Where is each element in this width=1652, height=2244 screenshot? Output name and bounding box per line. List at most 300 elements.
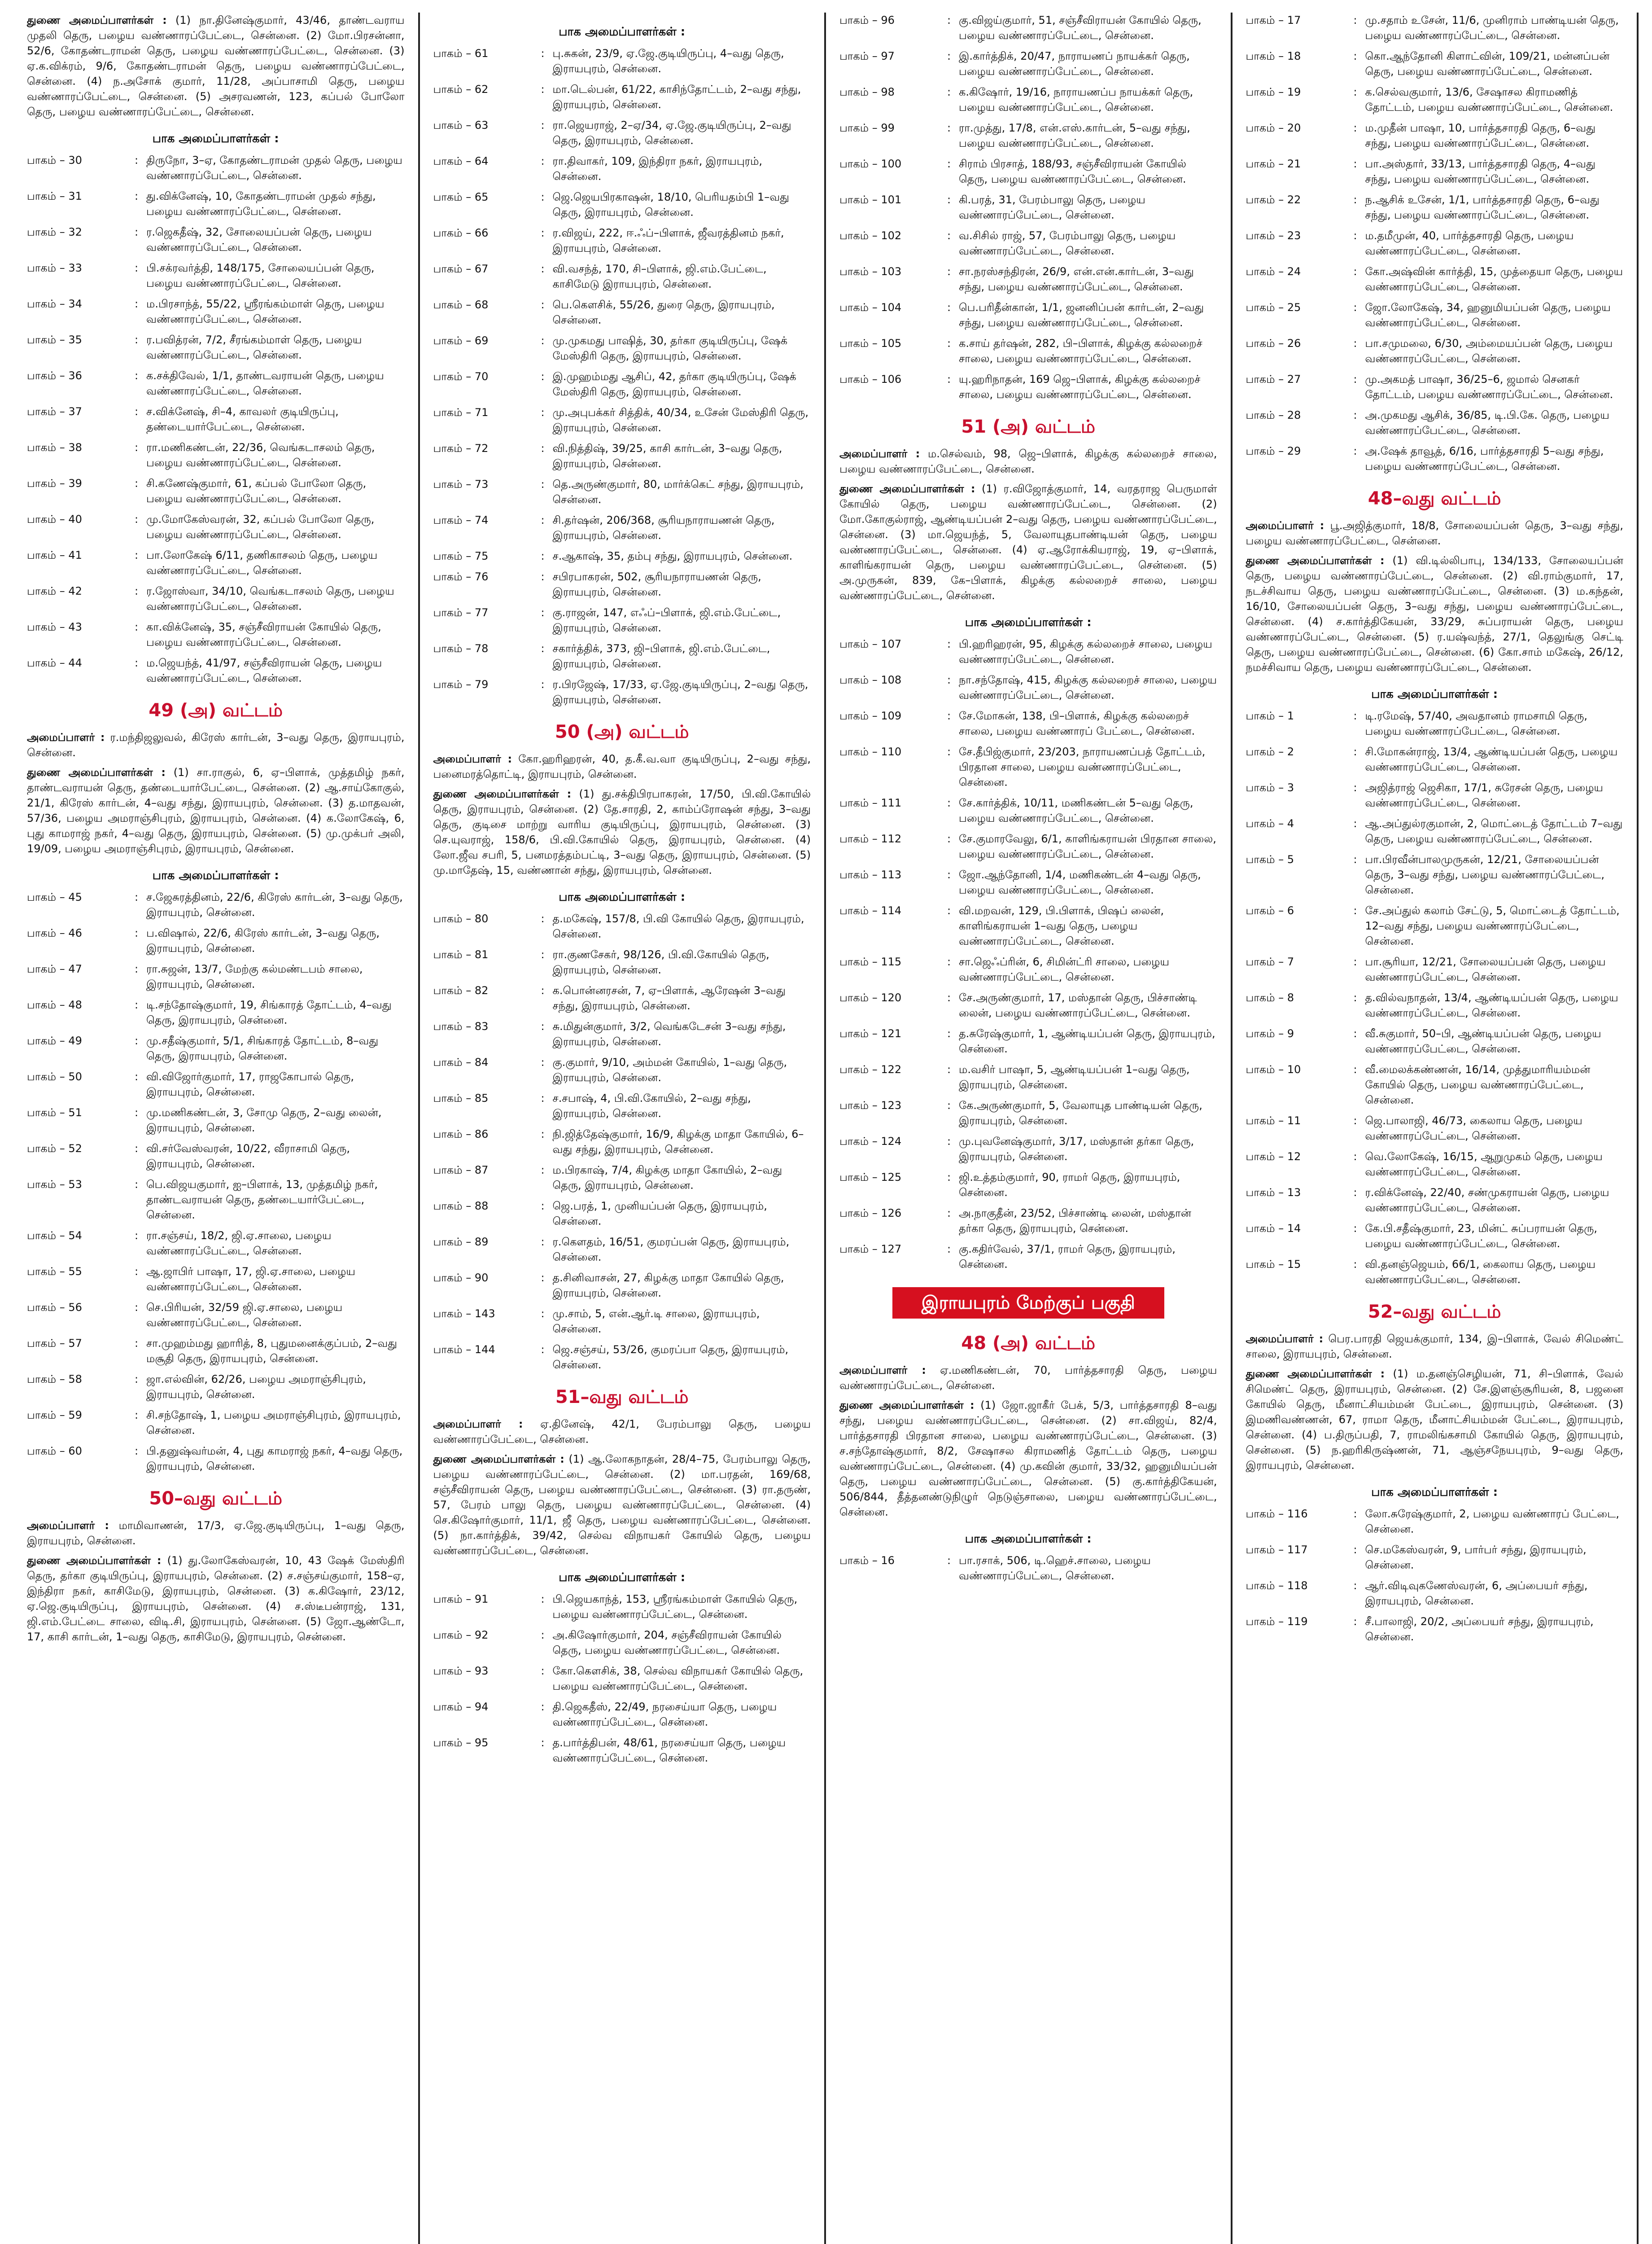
booth-entry [27,224,405,255]
booth-number: பாகம் – 36 [27,369,82,382]
organizer-details: (1) ர.விஜோத்குமார், 14, வரதராஜ பெருமாள் கோயில் தெரு, பழைய வண்ணாரப்பேட்டை, சென்னை. (2) மோ.கோகுல்ராஜ், ஆண்டியப்பன் 2–வது தெரு, பழைய வண்ணாரப்பேட்டை, சென்னை. (3) மா.ஜெயந்த், 5, வேலாயுதபாண்டியன் தெரு, பழைய வண்ணாரப்பேட்டை, சென்னை. (4) ஏ.ஆரோக்கியராஜ், 19, ஏ–பிளாக், காளிங்கராயன் தெரு, பழைய வண்ணாரப்பேட்டை, சென்னை. (5) அ.முருகன், 839, கே–பிளாக், கிழக்கு கல்லறைச் சாலை, பழைய வண்ணாரப்பேட்டை, சென்னை. [839,482,1217,602]
booth-person-address: தெ.அருண்குமார், 80, மார்க்கெட் சந்து, இராயபுரம், சென்னை. [552,478,804,506]
separator-colon: : [135,1178,139,1191]
booth-person-address: மா.டெல்பன், 61/22, காசிந்தோட்டம், 2–வது சந்து, இராயபுரம், சென்னை. [552,83,801,111]
booth-person-address: சி.சந்தோஷ், 1, பழைய அமராஞ்சிபுரம், இராயபுரம், சென்னை. [146,1409,401,1437]
booth-entry [1246,300,1624,330]
booth-number: பாகம் – 32 [27,226,82,238]
booth-number: பாகம் – 75 [433,550,489,562]
booth-number: பாகம் – 48 [27,999,82,1011]
booth-number: பாகம் – 29 [1246,445,1301,457]
booth-entry [1246,1026,1624,1056]
booth-entry [1246,954,1624,985]
booth-number: பாகம் – 51 [27,1106,82,1119]
booth-entry [1246,228,1624,259]
separator-colon: : [135,513,139,526]
booth-entry [839,13,1217,43]
booth-person-address: அ.நாகுதீன், 23/52, பிச்சாண்டி லைன், மஸ்தான் தர்கா தெரு, இராயபுரம், சென்னை. [959,1207,1191,1235]
separator-colon: : [947,265,951,278]
booth-person-address: தி.ஜெகதீஸ், 22/49, நரசைய்யா தெரு, பழைய வண்ணாரப்பேட்டை, சென்னை. [552,1701,777,1728]
separator-colon: : [541,984,545,997]
booth-number: பாகம் – 57 [27,1337,82,1350]
booth-number: பாகம் – 105 [839,337,902,350]
booth-person-address: ப.விஷால், 22/6, கிரேஸ் கார்டன், 3–வது தெரு, இராயபுரம், சென்னை. [146,927,380,955]
booth-person-address: சா.முஹம்மது ஹாரித், 8, புதுமனைக்குப்பம், 2–வது மசூதி தெரு, இராயபுரம், சென்னை. [146,1337,398,1365]
booth-number: பாகம் – 108 [839,674,902,686]
separator-colon: : [947,638,951,650]
booth-entry [27,1336,405,1366]
booth-person-address: ந.ஆசிக் உசேன், 1/1, பார்த்தசாரதி தெரு, 6–வது சந்து, பழைய வண்ணாரப்பேட்டை, சென்னை. [1365,193,1600,221]
booth-person-address: பெ.பரிதீன்கான், 1/1, ஜனனிப்பன் கார்டன், 2–வது சந்து, பழைய வண்ணாரப்பேட்டை, சென்னை. [959,301,1204,329]
booth-number: பாகம் – 44 [27,657,82,669]
booth-number: பாகம் – 102 [839,229,902,242]
booth-entry [1246,1185,1624,1215]
booth-entry [433,1306,811,1337]
booth-person-address: அ.ஷேக் தாவூத், 6/16, பார்த்தசாரதி 5–வது சந்து, பழைய வண்ணாரப்பேட்டை, சென்னை. [1365,445,1604,473]
booth-entry [839,1134,1217,1164]
booth-person-address: து.விக்னேஷ், 10, கோதண்டராமன் முதல் சந்து, பழைய வண்ணாரப்பேட்டை, சென்னை. [146,190,376,218]
section-subheading: பாக அமைப்பாளர்கள் : [559,25,686,39]
booth-number: பாகம் – 125 [839,1171,902,1183]
booth-person-address: ம.தமீமுன், 40, பார்த்தசாரதி தெரு, பழைய வண்ணாரப்பேட்டை, சென்னை. [1365,229,1574,257]
separator-colon: : [1353,14,1357,26]
booth-person-address: கு.விஜய்குமார், 51, சஞ்சீவிராயன் கோயில் தெரு, பழைய வண்ணாரப்பேட்டை, சென்னை. [959,14,1202,42]
booth-entry [433,569,811,600]
separator-colon: : [1353,817,1357,830]
separator-colon: : [541,1593,545,1605]
separator-colon: : [135,262,139,274]
booth-person-address: மு.மணிகண்டன், 3, சோமு தெரு, 2–வது லைன், இராயபுரம், சென்னை. [146,1106,382,1134]
booth-entry [433,641,811,671]
booth-entry [27,1372,405,1402]
separator-colon: : [541,263,545,275]
booth-number: பாகம் – 122 [839,1063,902,1076]
role-label: அமைப்பாளர் : [433,753,512,765]
booth-entry [839,228,1217,259]
section-subheading: பாக அமைப்பாளர்கள் : [559,1571,686,1584]
booth-person-address: ஜெ.பரத், 1, முனியப்பன் தெரு, இராயபுரம், சென்னை. [552,1200,767,1227]
booth-entry [1246,903,1624,949]
booth-person-address: ரா.திவாகர், 109, இந்திரா நகர், இராயபுரம், சென்னை. [552,155,763,183]
role-label: துணை அமைப்பாளர்கள் : [433,788,572,800]
booth-entry [27,619,405,650]
role-label: துணை அமைப்பாளர்கள் : [1246,1367,1385,1380]
role-label: துணை அமைப்பாளர்கள் : [433,1453,564,1465]
booth-number: பாகம் – 3 [1246,781,1294,794]
booth-person-address: டி.ரமேஷ், 57/40, அவதானம் ராமசாமி தெரு, பழைய வண்ணாரப்பேட்டை, சென்னை. [1365,710,1588,737]
booth-number: பாகம் – 28 [1246,409,1301,421]
booth-entry [433,983,811,1013]
separator-colon: : [947,904,951,917]
booth-entry [27,1141,405,1171]
organizer-details: (1) ஆ.லோகநாதன், 28/4–75, பேரம்பாலு தெரு, பழைய வண்ணாரப்பேட்டை, சென்னை. (2) மா.பரதன், 169/68, சஞ்சீவிராயன் தெரு, பழைய வண்ணாரப்பேட்டை, சென்னை. (3) ரா.தருண், 57, பேரம் பாலு தெரு, பழைய வண்ணாரப்பேட்டை, சென்னை. (4) செ.கிஷோர்குமார், 11/1, ஜீ தெரு, பழைய வண்ணாரப்பேட்டை, சென்னை. (5) நா.கார்த்திக், 39/42, செல்வ விநாயகர் கோயில் தெரு, பழைய வண்ணாரப்பேட்டை, சென்னை. [433,1453,811,1557]
organizer-details: (1) வி.டில்லிபாபு, 134/133, சோலையப்பன் தெரு, பழைய வண்ணாரப்பேட்டை, சென்னை. (2) வி.ராம்குமார், 17, நடச்சிவாய தெரு, பழைய வண்ணாரப்பேட்டை, சென்னை. (3) ம.கந்தன், 16/10, சோலையப்பன் தெரு, 3–வது சந்து, பழைய வண்ணாரப்பேட்டை, சென்னை. (4) ச.கார்த்திகேயன், 33/29, சுப்பராயன் தெரு, பழைய வண்ணாரப்பேட்டை, சென்னை. (5) ர.யஷ்வந்த், 27/1, தெலுங்கு செட்டி தெரு, பழைய வண்ணாரப்பேட்டை, சென்னை. (6) கோ.சாம் மகேஷ், 26/12, நமச்சிவாய தெரு, பழைய வண்ணாரப்பேட்டை, சென்னை. [1246,554,1624,674]
booth-person-address: வி.விஜோர்குமார், 17, ராஜகோபால் தெரு, இராயபுரம், சென்னை. [146,1070,354,1098]
booth-person-address: ஜா.எல்வின், 62/26, பழைய அமராஞ்சிபுரம், இராயபுரம், சென்னை. [146,1373,366,1401]
booth-number: பாகம் – 39 [27,477,82,490]
booth-person-address: கி.பரத், 31, பேரம்பாலு தெரு, பழைய வண்ணாரப்பேட்டை, சென்னை. [959,193,1145,221]
section-subheading: பாக அமைப்பாளர்கள் : [965,1532,1092,1546]
booth-entry [839,954,1217,985]
booth-entry [1246,1542,1624,1573]
section-subheading: பாக அமைப்பாளர்கள் : [152,869,279,882]
booth-entry [433,441,811,471]
booth-person-address: பி.ஹரிஹரன், 95, கிழக்கு கல்லறைச் சாலை, பழைய வண்ணாரப்பேட்டை, சென்னை. [959,638,1212,666]
booth-number: பாகம் – 56 [27,1301,82,1314]
booth-entry [433,1091,811,1121]
organizer-paragraph [839,481,1217,603]
booth-person-address: மு.சதாம் உசேன், 11/6, முனிராம் பாண்டியன் தெரு, பழைய வண்ணாரப்பேட்டை, சென்னை. [1365,14,1619,42]
booth-entry [1246,816,1624,846]
booth-number: பாகம் – 54 [27,1229,82,1242]
column-3 [826,13,1232,2244]
separator-colon: : [135,891,139,903]
booth-number: பாகம் – 17 [1246,14,1301,26]
booth-person-address: பு.சுகன், 23/9, ஏ.ஜே.குடியிருப்பு, 4–வது தெரு, இராயபுரம், சென்னை. [552,47,784,75]
separator-colon: : [541,678,545,691]
separator-colon: : [541,47,545,60]
separator-colon: : [541,1629,545,1641]
booth-person-address: ரா.மணிகண்டன், 22/36, வெங்கடாசலம் தெரு, பழைய வண்ணாரப்பேட்டை, சென்னை. [146,441,375,469]
booth-person-address: த.மகேஷ், 157/8, பி.வி கோயில் தெரு, இராயபுரம், சென்னை. [552,912,804,940]
booth-entry [433,369,811,399]
role-label: துணை அமைப்பாளர்கள் : [27,766,166,779]
booth-number: பாகம் – 82 [433,984,489,997]
separator-colon: : [1353,86,1357,98]
booth-number: பாகம் – 1 [1246,710,1294,722]
booth-person-address: ச.சபாஷ், 4, பி.வி.கோயில், 2–வது சந்து, இராயபுரம், சென்னை. [552,1092,751,1120]
booth-person-address: ஜி.உத்தம்குமார், 90, ராமர் தெரு, இராயபுரம், சென்னை. [959,1171,1180,1199]
role-label: துணை அமைப்பாளர்கள் : [27,14,167,26]
separator-colon: : [135,226,139,238]
booth-entry [433,605,811,636]
organizer-paragraph [839,1363,1217,1393]
booth-number: பாகம் – 67 [433,263,489,275]
booth-entry [1246,1221,1624,1251]
ward-heading: 48 (அ) வட்டம் [961,1333,1096,1354]
booth-person-address: பா.சமுமலை, 6/30, அம்மையப்பன் தெரு, பழைய வண்ணாரப்பேட்டை, சென்னை. [1365,337,1613,365]
booth-entry [433,548,811,564]
separator-colon: : [1353,445,1357,457]
booth-number: பாகம் – 83 [433,1020,489,1033]
booth-number: பாகம் – 8 [1246,991,1294,1004]
booth-entry [27,1033,405,1064]
booth-person-address: கா.விக்னேஷ், 35, சஞ்சீவிராயன் கோயில் தெரு, பழைய வண்ணாரப்பேட்டை, சென்னை. [146,621,381,649]
booth-entry [1246,1506,1624,1537]
region-banner: இராயபுரம் மேற்குப் பகுதி [892,1287,1164,1319]
booth-entry [27,1177,405,1223]
booth-number: பாகம் – 45 [27,891,82,903]
separator-colon: : [541,478,545,491]
booth-person-address: கு.ராஜன், 147, எஃப்–பிளாக், ஜி.எம்.பேட்டை, இராயபுரம், சென்னை. [552,606,781,634]
booth-entry [433,477,811,507]
booth-entry [433,1663,811,1694]
booth-entry [433,189,811,220]
separator-colon: : [135,1142,139,1155]
booth-number: பாகம் – 42 [27,585,82,597]
booth-number: பாகம் – 5 [1246,853,1294,866]
booth-entry [27,1443,405,1474]
role-label: துணை அமைப்பாளர்கள் : [839,1399,975,1411]
booth-entry [839,48,1217,79]
separator-colon: : [947,1063,951,1076]
organizer-details: கோ.ஹரிஹரன், 40, த.கீ.வ.வா குடியிருப்பு, 2–வது சந்து, பனைமரத்தொட்டி, இராயபுரம், சென்னை. [433,753,811,780]
separator-colon: : [1353,1543,1357,1556]
booth-number: பாகம் – 37 [27,405,82,418]
booth-entry [433,947,811,977]
separator-colon: : [541,227,545,239]
booth-entry [839,1241,1217,1272]
booth-number: பாகம் – 103 [839,265,902,278]
booth-person-address: வி.சர்வேஸ்வரன், 10/22, வீராசாமி தெரு, இராயபுரம், சென்னை. [146,1142,350,1170]
booth-person-address: ரா.சஞ்சய், 18/2, ஜி.ஏ.சாலை, பழைய வண்ணாரப்பேட்டை, சென்னை. [146,1229,332,1257]
booth-number: பாகம் – 49 [27,1034,82,1047]
booth-person-address: சி.கணேஷ்குமார், 61, கப்பல் போலோ தெரு, பழைய வண்ணாரப்பேட்டை, சென்னை. [146,477,367,505]
separator-colon: : [541,606,545,619]
booth-person-address: ஜோ.ஆந்தோனி, 1/4, மணிகண்டன் 4–வது தெரு, பழைய வண்ணாரப்பேட்டை, சென்னை. [959,868,1201,896]
organizer-paragraph [27,765,405,856]
organizer-paragraph [433,1451,811,1558]
column-1 [13,13,420,2244]
booth-entry [839,903,1217,949]
booth-entry [1246,990,1624,1021]
booth-entry [1246,744,1624,775]
separator-colon: : [947,797,951,809]
separator-colon: : [135,1265,139,1278]
section-subheading: பாக அமைப்பாளர்கள் : [965,616,1092,629]
role-label: அமைப்பாளர் : [839,447,920,460]
separator-colon: : [135,1445,139,1457]
booth-entry [433,1162,811,1193]
separator-colon: : [541,1343,545,1356]
booth-entry [839,744,1217,790]
booth-person-address: இ.கார்த்திக், 20/47, நாராயணப் நாயக்கர் தெரு, பழைய வண்ணாரப்பேட்டை, சென்னை. [959,50,1190,78]
booth-person-address: மு.அகமத் பாஷா, 36/25–6, ஜமால் செனகர் தோட்டம், பழைய வண்ணாரப்பேட்டை, சென்னை. [1365,373,1613,401]
booth-person-address: திருநோ, 3–ஏ, கோதண்டராமன் முதல் தெரு, பழைய வண்ணாரப்பேட்டை, சென்னை. [146,154,402,182]
booth-entry [27,440,405,470]
ward-heading: 52–வது வட்டம் [1368,1302,1501,1322]
booth-person-address: சே.குமாரவேலு, 6/1, காளிங்கராயன் பிரதான சாலை, பழைய வண்ணாரப்பேட்டை, சென்னை. [959,833,1216,860]
separator-colon: : [135,298,139,310]
booth-number: பாகம் – 97 [839,50,895,62]
booth-person-address: ரா.ஜெயராஜ், 2–ஏ/34, ஏ.ஜே.குடியிருப்பு, 2–வது தெரு, இராயபுரம், சென்னை. [552,119,791,147]
booth-person-address: ர.பிரஜேஷ், 17/33, ஏ.ஜே.குடியிருப்பு, 2–வது தெரு, இராயபுரம், சென்னை. [552,678,809,706]
separator-colon: : [1353,50,1357,62]
booth-person-address: பி.தனுஷ்வர்மன், 4, புது காமராஜ் நகர், 4–வது தெரு, இராயபுரம், சென்னை. [146,1445,403,1473]
booth-person-address: ஜோ.லோகேஷ், 34, ஹனுமியப்பன் தெரு, பழைய வண்ணாரப்பேட்டை, சென்னை. [1365,301,1611,329]
separator-colon: : [1353,781,1357,794]
booth-number: பாகம் – 77 [433,606,489,619]
booth-person-address: ரா.முத்து, 17/8, என்.எஸ்.கார்டன், 5–வது சந்து, பழைய வண்ணாரப்பேட்டை, சென்னை. [959,122,1190,149]
booth-entry [1246,264,1624,294]
separator-colon: : [1353,337,1357,350]
booth-number: பாகம் – 116 [1246,1508,1308,1520]
booth-entry [839,264,1217,294]
booth-number: பாகம் – 113 [839,868,902,881]
separator-colon: : [947,14,951,26]
separator-colon: : [947,1099,951,1112]
booth-number: பாகம் – 31 [27,190,82,202]
booth-person-address: லோ.சுரேஷ்குமார், 2, பழைய வண்ணாரப் பேட்டை, சென்னை. [1365,1508,1619,1535]
organizer-details: (1) து.சக்திபிரபாகரன், 17/50, பி.வி.கோயில் தெரு, இராயபுரம், சென்னை. (2) தே.சாரதி, 2, காம்ப்ரோஷன் சந்து, 3–வது தெரு, குடிசை மாற்று வாரிய குடியிருப்பு, இராயபுரம், சென்னை. (3) செ.யுவராஜ், 158/6, பி.வி.கோயில் தெரு, இராயபுரம், சென்னை. (4) லோ.ஜீவ சபரி, 5, பனமரத்தம்பட்டி, 3–வது தெரு, இராயபுரம், சென்னை. (5) மு.மாதேஷ், 15, வண்ணான் சந்து, இராயபுரம், சென்னை. [433,788,811,877]
booth-entry [433,1735,811,1766]
booth-entry [839,336,1217,366]
separator-colon: : [947,710,951,722]
booth-entry [839,1205,1217,1236]
separator-colon: : [1353,1063,1357,1076]
booth-entry [27,548,405,578]
organizer-paragraph [433,751,811,782]
organizer-paragraph [839,1398,1217,1520]
booth-number: பாகம் – 38 [27,441,82,454]
booth-entry [1246,443,1624,474]
booth-entry [1246,1257,1624,1287]
booth-number: பாகம் – 127 [839,1243,902,1255]
booth-number: பாகம் – 13 [1246,1186,1301,1199]
booth-entry [27,404,405,434]
booth-entry [839,372,1217,402]
separator-colon: : [947,1027,951,1040]
booth-person-address: வி.தனஞ்ஜெயம், 66/1, கைலாய தெரு, பழைய வண்ணாரப்பேட்டை, சென்னை. [1365,1258,1596,1286]
booth-person-address: கொ.ஆந்தோனி கிளாட்வின், 109/21, மன்னப்பன் தெரு, பழைய வண்ணாரப்பேட்டை, சென்னை. [1365,50,1610,78]
separator-colon: : [135,190,139,202]
separator-colon: : [1353,1114,1357,1127]
separator-colon: : [1353,265,1357,278]
section-subheading: பாக அமைப்பாளர்கள் : [152,132,279,145]
ward-heading: 50 (அ) வட்டம் [555,722,689,742]
booth-entry [433,333,811,364]
separator-colon: : [135,154,139,167]
booth-person-address: ஆர்.விடிவுகணேஸ்வரன், 6, அப்பையர் சந்து, இராயபுரம், சென்னை. [1365,1579,1588,1607]
separator-colon: : [135,1337,139,1350]
booth-entry [1246,780,1624,811]
booth-number: பாகம் – 24 [1246,265,1301,278]
ward-heading: 51–வது வட்டம் [555,1387,689,1407]
separator-colon: : [947,229,951,242]
separator-colon: : [1353,301,1357,314]
separator-colon: : [541,912,545,925]
separator-colon: : [947,955,951,968]
booth-number: பாகம் – 40 [27,513,82,526]
booth-number: பாகம் – 22 [1246,193,1301,206]
ward-heading: 51 (அ) வட்டம் [961,416,1096,437]
separator-colon: : [947,1135,951,1148]
separator-colon: : [1353,1222,1357,1235]
booth-person-address: அஜித்ராஜ் ஜெசிகா, 17/1, சுரேசன் தெரு, பழைய வண்ணாரப்பேட்டை, சென்னை. [1365,781,1604,809]
booth-person-address: த.பார்த்திபன், 48/61, நரசைய்யா தெரு, பழைய வண்ணாரப்பேட்டை, சென்னை. [552,1736,786,1764]
booth-entry [839,831,1217,862]
booth-number: பாகம் – 27 [1246,373,1301,386]
separator-colon: : [135,621,139,633]
booth-number: பாகம் – 109 [839,710,902,722]
booth-person-address: வீ.சுகுமார், 50–பி, ஆண்டியப்பன் தெரு, பழைய வண்ணாரப்பேட்டை, சென்னை. [1365,1027,1601,1055]
booth-entry [27,512,405,542]
booth-number: பாகம் – 7 [1246,955,1294,968]
booth-entry [433,153,811,184]
booth-person-address: செ.பிரியன், 32/59 ஜி.ஏ.சாலை, பழைய வண்ணாரப்பேட்டை, சென்னை. [146,1301,343,1329]
booth-person-address: ம.ஜெயந்த், 41/97, சஞ்சீவிராயன் தெரு, பழைய வண்ணாரப்பேட்டை, சென்னை. [146,657,382,684]
separator-colon: : [947,373,951,386]
separator-colon: : [135,1409,139,1421]
booth-number: பாகம் – 91 [433,1593,489,1605]
separator-colon: : [1353,1027,1357,1040]
booth-entry [839,1170,1217,1200]
booth-person-address: ர.விக்னேஷ், 22/40, சண்முகராயன் தெரு, பழைய வண்ணாரப்பேட்டை, சென்னை. [1365,1186,1609,1214]
organizer-details: ஏ.தினேஷ், 42/1, பேரம்பாலு தெரு, பழைய வண்ணாரப்பேட்டை, சென்னை. [433,1418,811,1446]
booth-entry [839,84,1217,115]
separator-colon: : [947,86,951,98]
booth-number: பாகம் – 144 [433,1343,495,1356]
booth-person-address: யு.ஹரிநாதன், 169 ஜெ–பிளாக், கிழக்கு கல்லறைச் சாலை, பழைய வண்ணாரப்பேட்டை, சென்னை. [959,373,1201,401]
booth-person-address: ம.பிரசாந்த், 55/22, ஸ்ரீரங்கம்மாள் தெரு, பழைய வண்ணாரப்பேட்டை, சென்னை. [146,298,385,325]
booth-entry [433,677,811,707]
booth-entry [1246,48,1624,79]
booth-person-address: மு.சாம், 5, என்.ஆர்.டி சாலை, இராயபுரம், சென்னை. [552,1307,760,1335]
organizer-paragraph [1246,1331,1624,1362]
booth-person-address: சி.தர்ஷன், 206/368, சூரியநாராயணன் தெரு, இராயபுரம், சென்னை. [552,514,775,542]
separator-colon: : [1353,1579,1357,1592]
booth-person-address: ச.ஜேசுரத்தினம், 22/6, கிரேஸ் கார்டன், 3–வது தெரு, இராயபுரம், சென்னை. [146,891,403,919]
separator-colon: : [541,119,545,131]
booth-entry [433,1019,811,1049]
organizer-paragraph [27,1518,405,1548]
booth-entry [27,1228,405,1258]
section-subheading: பாக அமைப்பாளர்கள் : [1371,1486,1498,1499]
separator-colon: : [135,657,139,669]
booth-person-address: அ.கிஷோர்குமார், 204, சஞ்சீவிராயன் கோயில் தெரு, பழைய வண்ணாரப்பேட்டை, சென்னை. [552,1629,782,1657]
booth-number: பாகம் – 85 [433,1092,489,1104]
role-label: அமைப்பாளர் : [839,1364,926,1376]
separator-colon: : [947,50,951,62]
separator-colon: : [541,1736,545,1749]
booth-number: பாகம் – 80 [433,912,489,925]
booth-number: பாகம் – 126 [839,1207,902,1219]
role-label: அமைப்பாளர் : [1246,519,1324,532]
booth-person-address: சே.மோகன், 138, பி–பிளாக், கிழக்கு கல்லறைச் சாலை, பழைய வண்ணாரப் பேட்டை, சென்னை. [959,710,1195,737]
booth-person-address: சே.தீபிஜ்குமார், 23/203, நாராயணப்பத் தோட்டம், பிரதான சாலை, பழைய வண்ணாரப்பேட்டை, சென்னை. [959,745,1206,789]
separator-colon: : [947,1243,951,1255]
booth-person-address: நி.ஜித்தேஷ்குமார், 16/9, கிழக்கு மாதா கோயில், 6–வது சந்து, இராயபுரம், சென்னை. [552,1128,804,1156]
booth-number: பாகம் – 90 [433,1271,489,1284]
booth-person-address: ஜெ.பாலாஜி, 46/73, கைலாய தெரு, பழைய வண்ணாரப்பேட்டை, சென்னை. [1365,1114,1582,1142]
separator-colon: : [947,337,951,350]
booth-entry [433,1699,811,1730]
booth-person-address: சா.ஜெஃப்ரின், 6, சிமின்ட்ரி சாலை, பழைய வண்ணாரப்பேட்டை, சென்னை. [959,955,1170,983]
booth-person-address: த.வில்வநாதன், 13/4, ஆண்டியப்பன் தெரு, பழைய வண்ணாரப்பேட்டை, சென்னை. [1365,991,1618,1019]
booth-person-address: மு.முகமது பாஷித், 30, தர்கா குடியிருப்பு, ஷேக் மேஸ்திரி தெரு, இராயபுரம், சென்னை. [552,334,788,362]
booth-number: பாகம் – 19 [1246,86,1301,98]
booth-entry [27,1069,405,1100]
booth-number: பாகம் – 87 [433,1164,489,1176]
role-label: அமைப்பாளர் : [433,1418,523,1430]
booth-person-address: சே.அருண்குமார், 17, மஸ்தான் தெரு, பிச்சாண்டி லைன், பழைய வண்ணாரப்பேட்டை, சென்னை. [959,991,1197,1019]
booth-number: பாகம் – 60 [27,1445,82,1457]
booth-entry [839,708,1217,739]
booth-entry [1246,120,1624,151]
booth-number: பாகம் – 73 [433,478,489,491]
separator-colon: : [541,1307,545,1320]
booth-person-address: பா.பிரவீன்பாலமுருகன், 12/21, சோலையப்பன் தெரு, 3–வது சந்து, பழைய வண்ணாரப்பேட்டை, சென்னை. [1365,853,1605,896]
booth-number: பாகம் – 71 [433,406,489,419]
booth-number: பாகம் – 89 [433,1236,489,1248]
separator-colon: : [947,1171,951,1183]
booth-number: பாகம் – 64 [433,155,489,167]
booth-person-address: க.செல்வகுமார், 13/6, சேஷாசல கிராமணித் தோட்டம், பழைய வண்ணாரப்பேட்டை, சென்னை. [1365,86,1613,114]
booth-person-address: நா.சந்தோஷ், 415, கிழக்கு கல்லறைச் சாலை, பழைய வண்ணாரப்பேட்டை, சென்னை. [959,674,1217,701]
booth-entry [1246,1062,1624,1108]
booth-number: பாகம் – 61 [433,47,489,60]
booth-number: பாகம் – 10 [1246,1063,1301,1076]
